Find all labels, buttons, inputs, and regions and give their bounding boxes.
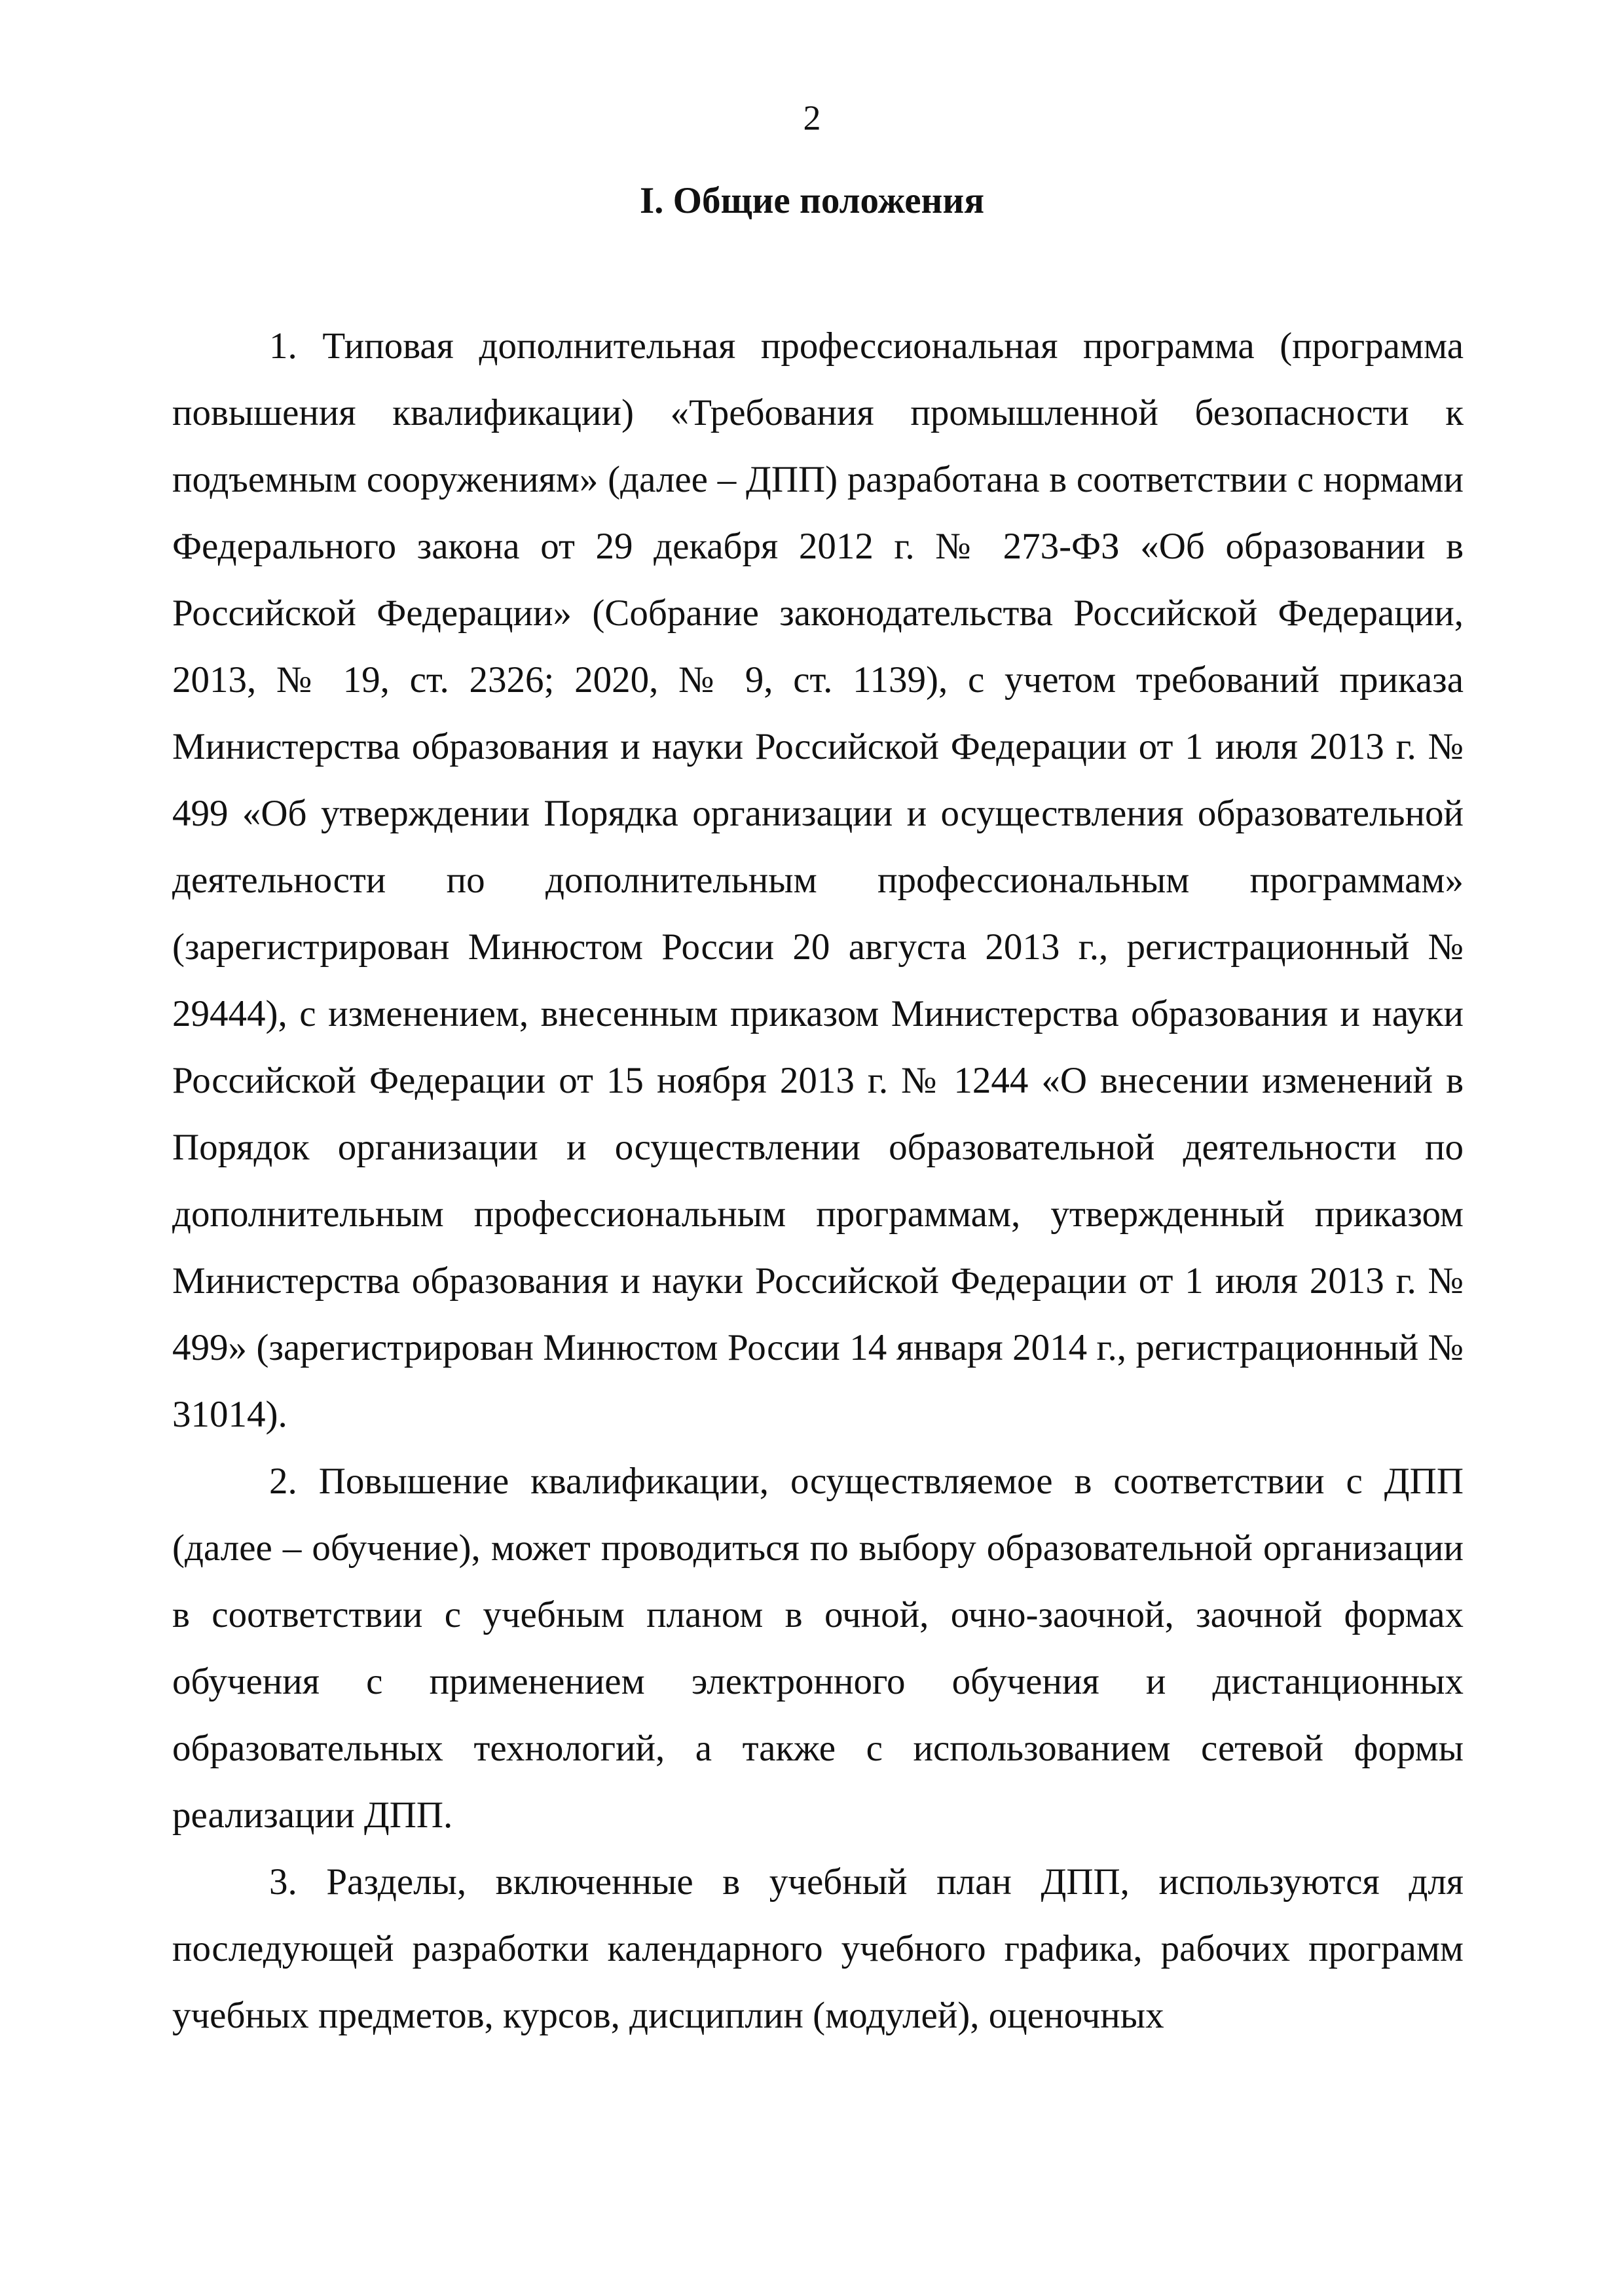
paragraph-2: 2. Повышение квалификации, осуществляемое в соответствии с ДПП (далее – обучение), может проводиться по выбору образовательной организации в соответствии с учебным планом в очной, очно-заочной, заочной формах обучения с применением электронного обучения и дистанционных образовательных технологий, а также с использованием сетевой формы реализации ДПП. [172,1461,1464,1836]
paragraph-3: 3. Разделы, включенные в учебный план ДПП, используются для последующей разработки календарного учебного графика, рабочих программ учебных предметов, курсов, дисциплин (модулей), оценочных [172,1861,1464,2036]
section-title: I. Общие положения [639,180,985,221]
page-number: 2 [803,98,821,137]
document-body [172,313,1464,2049]
paragraph-1: 1. Типовая дополнительная профессиональная программа (программа повышения квалификации) «Требования промышленной безопасности к подъемным сооружениям» (далее – ДПП) разработана в соответствии с нормами Федерального закона от 29 декабря 2012 г. № 273-ФЗ «Об образовании в Российской Федерации» (Собрание законодательства Российской Федерации, 2013, № 19, ст. 2326; 2020, № 9, ст. 1139), с учетом требований приказа Министерства образования и науки Российской Федерации от 1 июля 2013 г. № 499 «Об утверждении Порядка организации и осуществления образовательной деятельности по дополнительным профессиональным программам» (зарегистрирован Минюстом России 20 августа 2013 г., регистрационный № 29444), с изменением, внесенным приказом Министерства образования и науки Российской Федерации от 15 ноября 2013 г. № 1244 «О внесении изменений в Порядок организации и осуществлении образовательной деятельности по дополнительным профессиональным программам, утвержденный приказом Министерства образования и науки Российской Федерации от 1 июля 2013 г. № 499» (зарегистрирован Минюстом России 14 января 2014 г., регистрационный № 31014). [172,325,1464,1435]
